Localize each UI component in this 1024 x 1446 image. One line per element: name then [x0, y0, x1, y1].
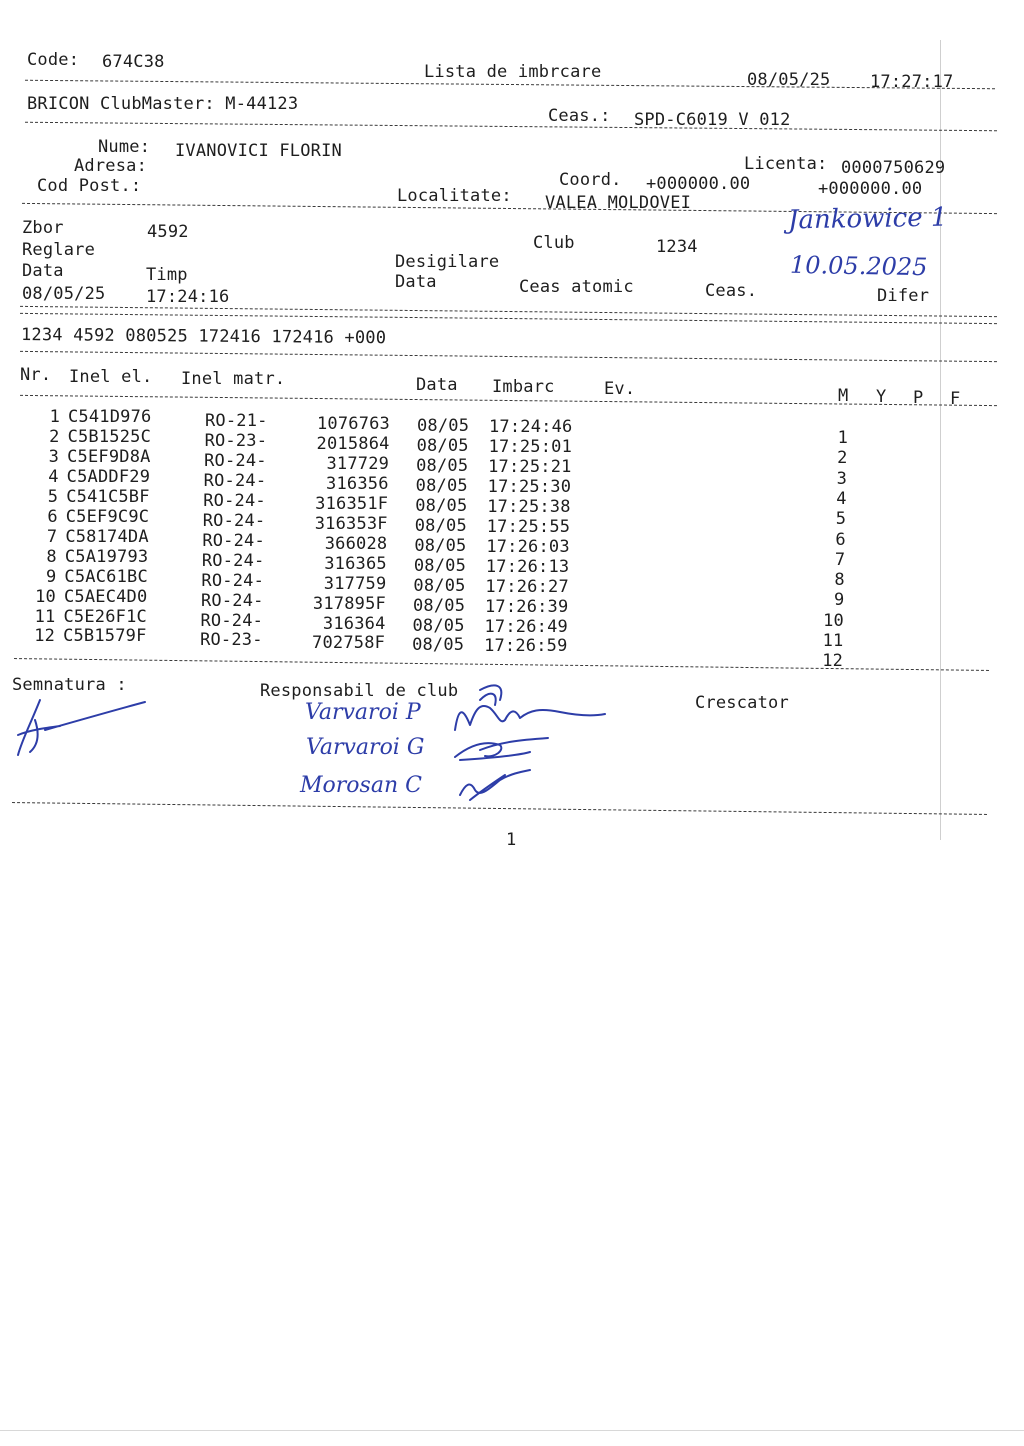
cell-m: 4	[836, 488, 847, 509]
col-m: M	[838, 386, 849, 406]
cell-prefix: RO-23-	[200, 630, 263, 651]
cell-nr: 1	[49, 407, 60, 427]
code-label: Code:	[27, 50, 80, 70]
signer-2: Varvaroi G	[306, 735, 425, 760]
cell-nr: 4	[48, 466, 59, 487]
license-value: 0000750629	[841, 158, 946, 178]
cell-inel-el: C5EF9C9C	[65, 506, 150, 527]
col-ev: Ev.	[604, 379, 636, 399]
cell-matr: 702758F	[312, 633, 386, 654]
col-imbarc: Imbarc	[492, 377, 555, 397]
cell-m: 1	[837, 428, 848, 448]
cell-date: 08/05	[412, 595, 466, 616]
reglare-label: Reglare	[22, 240, 96, 260]
cell-inel-el: C5AEC4D0	[63, 586, 148, 607]
atomic-label: Ceas atomic	[519, 277, 634, 297]
cell-inel-el: C58174DA	[65, 526, 149, 547]
cell-date: 08/05	[415, 495, 468, 516]
cell-time: 17:26:13	[485, 556, 570, 577]
cell-date: 08/05	[413, 555, 467, 576]
cell-matr: 317895F	[312, 593, 386, 614]
data-label: Data	[22, 261, 64, 281]
signature-morosan-c	[460, 770, 530, 800]
locality-value: VALEA MOLDOVEI	[545, 193, 692, 213]
cell-inel-el: C5A19793	[64, 546, 149, 567]
cell-m: 3	[836, 468, 848, 489]
list-title: Lista de imbrcare	[424, 62, 602, 82]
page-bottom-edge	[0, 1430, 1024, 1431]
cell-prefix: RO-24-	[202, 530, 265, 551]
signature-label: Semnatura :	[12, 675, 127, 695]
cell-date: 08/05	[412, 615, 465, 636]
coord-label: Coord.	[559, 170, 622, 190]
cell-matr: 317729	[326, 453, 390, 474]
summary-line: 1234 4592 080525 172416 172416 +000	[20, 325, 387, 349]
cell-date: 08/05	[416, 435, 469, 456]
cell-nr: 5	[47, 486, 59, 507]
col-nr: Nr.	[20, 365, 52, 385]
cell-date: 08/05	[414, 515, 467, 536]
clock-value: SPD-C6019 V 012	[634, 110, 791, 130]
cell-date: 08/05	[415, 475, 468, 496]
coord-lat: +000000.00	[646, 174, 751, 194]
breeder-signature	[18, 700, 145, 755]
postal-label: Cod Post.:	[37, 176, 142, 196]
difer-label: Difer	[877, 286, 930, 306]
club-label: Club	[533, 233, 575, 253]
code-value: 674C38	[102, 52, 165, 72]
cell-time: 17:26:49	[484, 616, 568, 637]
signature-varvaroi-g	[455, 738, 548, 760]
cell-nr: 12	[34, 626, 56, 647]
cell-m: 9	[833, 590, 845, 611]
cell-time: 17:25:30	[487, 476, 572, 497]
cell-time: 17:26:39	[484, 596, 569, 617]
cell-date: 08/05	[412, 635, 465, 656]
signature-varvaroi-p	[455, 706, 605, 730]
cell-time: 17:25:38	[487, 496, 571, 517]
license-label: Licenta:	[744, 154, 828, 174]
cell-date: 08/05	[414, 535, 467, 556]
cell-nr: 10	[35, 586, 56, 607]
cell-matr: 316365	[324, 553, 387, 574]
cell-prefix: RO-24-	[204, 450, 267, 471]
cell-prefix: RO-24-	[200, 590, 264, 611]
col-p: P	[913, 388, 924, 408]
signer-1: Varvaroi P	[305, 700, 421, 725]
cell-nr: 7	[46, 526, 58, 547]
cell-m: 6	[835, 529, 846, 550]
cell-m: 8	[834, 570, 845, 591]
clock-label: Ceas.:	[548, 106, 611, 126]
cell-matr: 316353F	[314, 513, 388, 534]
header-time: 17:27:17	[870, 72, 954, 92]
cell-nr: 9	[45, 566, 57, 587]
signer-3: Morosan C	[300, 773, 422, 798]
coord-lon: +000000.00	[818, 179, 923, 199]
zbor-label: Zbor	[22, 218, 64, 238]
cell-matr: 366028	[324, 533, 388, 554]
cell-m: 12	[822, 651, 844, 672]
cell-inel-el: C5E26F1C	[63, 606, 147, 627]
cell-m: 5	[835, 509, 847, 530]
cell-m: 7	[834, 549, 846, 570]
cell-m: 10	[823, 610, 844, 631]
cell-time: 17:24:46	[489, 417, 573, 437]
owner-name: IVANOVICI FLORIN	[175, 141, 342, 161]
name-label: Nume:	[98, 137, 151, 157]
ceas-label: Ceas.	[705, 281, 758, 301]
cell-prefix: RO-24-	[201, 570, 265, 591]
desigilare-label: Desigilare	[395, 252, 500, 272]
handwritten-place: Jankowice 1	[787, 202, 948, 236]
cell-inel-el: C5EF9D8A	[67, 446, 151, 467]
cell-nr: 11	[34, 606, 56, 627]
page-number: 1	[506, 830, 517, 850]
cell-prefix: RO-24-	[201, 550, 265, 571]
signature-scribbles	[0, 680, 620, 820]
col-data: Data	[416, 375, 458, 395]
cell-m: 11	[822, 631, 844, 651]
header-date: 08/05/25	[747, 70, 831, 90]
cell-nr: 8	[46, 546, 57, 567]
cell-inel-el: C541D976	[68, 407, 152, 427]
cell-inel-el: C5AC61BC	[64, 566, 148, 587]
cell-time: 17:25:55	[486, 516, 571, 537]
club-value: 1234	[656, 237, 698, 257]
col-f: F	[950, 389, 961, 409]
col-inel-el: Inel el.	[69, 367, 153, 387]
cell-nr: 3	[48, 446, 60, 467]
system-name: BRICON ClubMaster: M-44123	[27, 94, 299, 114]
cell-nr: 6	[47, 506, 58, 527]
cell-time: 17:25:21	[488, 456, 572, 477]
cell-matr: 316356	[326, 473, 389, 494]
cell-prefix: RO-24-	[200, 610, 264, 631]
cell-matr: 317759	[323, 573, 387, 594]
cell-prefix: RO-24-	[203, 470, 267, 491]
locality-label: Localitate:	[397, 186, 512, 206]
data2-label: Data	[395, 272, 437, 292]
col-inel-matr: Inel matr.	[181, 369, 286, 389]
cell-time: 17:26:27	[485, 576, 569, 597]
cell-prefix: RO-24-	[203, 490, 266, 511]
cell-time: 17:26:59	[484, 636, 568, 657]
col-y: Y	[876, 387, 887, 407]
cell-prefix: RO-24-	[202, 510, 266, 531]
cell-matr: 1076763	[316, 414, 390, 434]
zbor-value: 4592	[147, 222, 189, 242]
reglare-date: 08/05/25	[22, 284, 106, 304]
cell-matr: 316364	[322, 613, 386, 634]
breeder-label: Crescator	[695, 693, 789, 713]
cell-matr: 2015864	[316, 433, 390, 454]
cell-prefix: RO-21-	[205, 411, 268, 431]
cell-prefix: RO-23-	[204, 430, 268, 451]
cell-matr: 316351F	[315, 493, 389, 514]
cell-nr: 2	[49, 426, 60, 447]
cell-m: 2	[837, 448, 848, 469]
cell-time: 17:25:01	[488, 436, 573, 457]
cell-inel-el: C5B1525C	[67, 426, 152, 447]
handwritten-date: 10.05.2025	[789, 250, 928, 282]
divider	[20, 351, 997, 362]
reglare-time: 17:24:16	[146, 287, 230, 307]
cell-date: 08/05	[416, 455, 469, 476]
address-label: Adresa:	[74, 156, 148, 176]
cell-inel-el: C5B1579F	[63, 626, 147, 647]
divider	[25, 122, 997, 131]
timp-label: Timp	[146, 265, 188, 285]
responsible-label: Responsabil de club	[260, 681, 459, 701]
cell-date: 08/05	[413, 575, 466, 596]
cell-inel-el: C541C5BF	[66, 486, 150, 507]
cell-time: 17:26:03	[486, 536, 570, 557]
cell-inel-el: C5ADDF29	[66, 466, 151, 487]
cell-date: 08/05	[417, 416, 470, 436]
